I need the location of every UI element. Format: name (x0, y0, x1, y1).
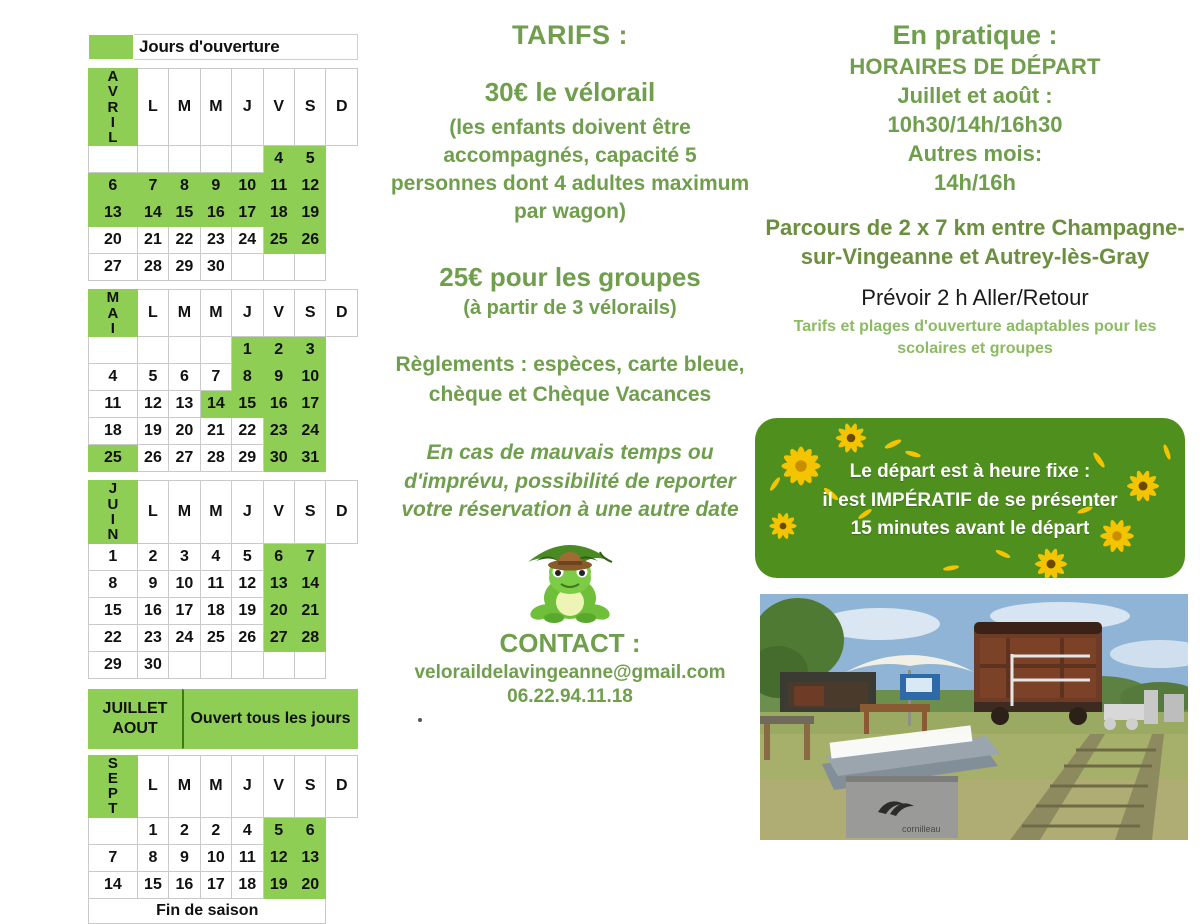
calendar-empty-cell (200, 651, 231, 678)
calendar-day-cell: 30 (263, 445, 294, 472)
calendar-day-cell: 23 (263, 418, 294, 445)
callout-line-2: il est IMPÉRATIF de se présenter (822, 489, 1118, 511)
calendar-day-cell: 14 (137, 200, 168, 227)
dow-cell: M (200, 69, 231, 146)
calendar-day-cell: 28 (200, 445, 231, 472)
calendar-day-cell: 14 (294, 570, 325, 597)
calendar-week-row (89, 597, 358, 624)
calendar-day-cell: 19 (232, 597, 263, 624)
spacer (88, 679, 358, 687)
calendar-day-cell: 26 (294, 227, 325, 254)
dow-cell: M (200, 755, 231, 817)
calendar-header-row (89, 69, 358, 146)
callout-line-3: 15 minutes avant le départ (850, 518, 1090, 539)
dow-cell: S (294, 290, 325, 337)
legend-label: Jours d'ouverture (134, 34, 358, 60)
juillet-aout-hours-label: Juillet et août : (897, 83, 1053, 108)
calendar-sept (88, 755, 358, 924)
calendar-day-cell: 2 (169, 817, 200, 844)
calendar-empty-cell (232, 146, 263, 173)
callout-line-1: Le départ est à heure fixe : (849, 461, 1091, 482)
dow-cell: D (326, 69, 358, 146)
calendar-day-cell: 30 (200, 254, 231, 281)
calendar-empty-cell (200, 337, 231, 364)
calendar-empty-cell (169, 146, 200, 173)
aout-label: AOUT (112, 719, 158, 737)
calendar-day-cell: 1 (137, 817, 168, 844)
calendar-day-cell: 20 (169, 418, 200, 445)
calendar-day-cell: 5 (263, 817, 294, 844)
tarif-price-group-sub: (à partir de 3 vélorails) (463, 296, 677, 319)
calendar-day-cell: 17 (294, 391, 325, 418)
month-letter: J (108, 480, 118, 498)
calendar-empty-cell (89, 817, 138, 844)
dow-cell: L (137, 69, 168, 146)
calendar-empty-cell (169, 651, 200, 678)
calendar-day-cell: 2 (200, 817, 231, 844)
calendar-day-cell: 11 (263, 173, 294, 200)
calendar-empty-cell (137, 337, 168, 364)
month-letter: E (107, 769, 118, 787)
calendar-empty-cell (294, 254, 325, 281)
calendar-day-cell: 5 (137, 364, 168, 391)
calendar-day-cell: 5 (294, 146, 325, 173)
calendar-week-row (89, 570, 358, 597)
tarif-note: (les enfants doivent être accompagnés, capacité 5 personnes dont 4 adultes maximum par wagon) (390, 116, 750, 223)
calendar-day-cell: 21 (200, 418, 231, 445)
calendar-day-cell: 4 (89, 364, 138, 391)
calendar-week-row (89, 871, 358, 898)
table-brand-label: cornilleau (902, 824, 941, 834)
calendar-body-mai (89, 337, 358, 472)
month-letter: L (108, 129, 118, 147)
contact-title: CONTACT : (499, 628, 641, 659)
month-letter: U (107, 495, 119, 513)
calendar-day-cell: 30 (137, 651, 168, 678)
calendar-day-cell: 9 (263, 364, 294, 391)
calendar-day-cell: 11 (232, 844, 263, 871)
calendar-day-cell: 23 (200, 227, 231, 254)
calendar-empty-cell (169, 337, 200, 364)
calendar-week-row (89, 200, 358, 227)
tarifs-title: TARIFS : (512, 20, 628, 50)
calendar-day-cell: 10 (232, 173, 263, 200)
calendar-day-cell: 19 (294, 200, 325, 227)
calendar-day-cell: 3 (169, 543, 200, 570)
calendar-day-cell: 18 (89, 418, 138, 445)
calendar-day-cell: 17 (200, 871, 231, 898)
calendar-day-cell: 16 (263, 391, 294, 418)
calendar-day-cell: 8 (89, 570, 138, 597)
calendar-week-row (89, 173, 358, 200)
calendar-day-cell: 22 (232, 418, 263, 445)
calendar-day-cell: 27 (263, 624, 294, 651)
juillet-aout-text: Ouvert tous les jours (182, 689, 358, 749)
dow-cell: M (169, 69, 200, 146)
dow-cell: M (169, 290, 200, 337)
month-letter: A (107, 68, 119, 85)
calendar-day-cell: 11 (200, 570, 231, 597)
calendar-day-cell: 27 (89, 254, 138, 281)
calendar-day-cell: 24 (232, 227, 263, 254)
meteo-text: En cas de mauvais temps ou d'imprévu, possibilité de reporter votre réservation à une autre date (401, 441, 739, 521)
calendar-day-cell: 10 (294, 364, 325, 391)
calendar-day-cell: 29 (89, 651, 138, 678)
horaires-heading: HORAIRES DE DÉPART (849, 54, 1101, 79)
juillet-aout-hours-value: 10h30/14h/16h30 (887, 112, 1063, 137)
calendar-day-cell: 20 (263, 597, 294, 624)
site-photo (760, 594, 1188, 840)
calendar-day-cell: 16 (200, 200, 231, 227)
calendar-day-cell: 2 (263, 337, 294, 364)
dow-cell: D (326, 290, 358, 337)
calendar-day-cell: 1 (232, 337, 263, 364)
spacer (88, 472, 358, 480)
calendar-day-cell: 9 (137, 570, 168, 597)
contact-phone[interactable]: 06.22.94.11.18 (507, 686, 633, 708)
calendar-day-cell: 26 (137, 445, 168, 472)
calendar-day-cell: 14 (200, 391, 231, 418)
calendar-day-cell: 16 (137, 597, 168, 624)
departure-callout (755, 418, 1185, 578)
month-letter: T (108, 800, 118, 818)
dow-cell: L (137, 755, 168, 817)
autres-mois-label: Autres mois: (907, 141, 1043, 166)
calendar-empty-cell (137, 146, 168, 173)
calendar-day-cell: 6 (263, 543, 294, 570)
calendar-day-cell: 12 (294, 173, 325, 200)
calendar-day-cell: 13 (294, 844, 325, 871)
calendar-day-cell: 13 (169, 391, 200, 418)
calendar-day-cell: 7 (200, 364, 231, 391)
calendar-empty-cell (294, 651, 325, 678)
calendar-day-cell: 11 (89, 391, 138, 418)
calendar-day-cell: 20 (89, 227, 138, 254)
calendar-week-row (89, 624, 358, 651)
calendar-day-cell: 20 (294, 871, 325, 898)
spacer (88, 60, 358, 68)
calendar-day-cell: 22 (169, 227, 200, 254)
calendar-day-cell: 8 (169, 173, 200, 200)
calendar-day-cell: 15 (232, 391, 263, 418)
calendar-week-row (89, 817, 358, 844)
calendar-day-cell: 7 (89, 844, 138, 871)
calendar-day-cell: 17 (232, 200, 263, 227)
calendar-day-cell: 12 (137, 391, 168, 418)
calendar-day-cell: 24 (169, 624, 200, 651)
dow-cell: J (232, 755, 263, 817)
tarif-price-group: 25€ pour les groupes (439, 261, 701, 292)
calendar-empty-cell (232, 651, 263, 678)
calendar-day-cell: 15 (137, 871, 168, 898)
calendar-week-row (89, 146, 358, 173)
calendar-day-cell: 7 (294, 543, 325, 570)
calendar-day-cell: 6 (89, 173, 138, 200)
dow-cell: M (200, 481, 231, 543)
tarif-price-main: 30€ le vélorail (484, 77, 656, 107)
calendar-empty-cell (263, 651, 294, 678)
calendar-day-cell: 2 (137, 543, 168, 570)
calendar-day-cell: 7 (137, 173, 168, 200)
calendar-day-cell: 26 (232, 624, 263, 651)
calendar-header-row (89, 290, 358, 337)
calendar-day-cell: 25 (89, 445, 138, 472)
frog-umbrella-icon (516, 532, 624, 624)
month-letter: N (107, 526, 119, 544)
dow-cell: M (169, 481, 200, 543)
calendar-week-row (89, 227, 358, 254)
dow-cell: D (326, 481, 358, 543)
calendar-day-cell: 13 (89, 200, 138, 227)
calendar-day-cell: 19 (263, 871, 294, 898)
calendar-day-cell: 8 (137, 844, 168, 871)
dow-cell: V (263, 481, 294, 543)
pratique-column (760, 0, 1190, 359)
calendar-day-cell: 22 (89, 624, 138, 651)
calendar-day-cell: 14 (89, 871, 138, 898)
month-letter: A (107, 304, 119, 322)
calendar-empty-cell (89, 337, 138, 364)
calendar-mai (88, 289, 358, 472)
calendar-day-cell: 8 (232, 364, 263, 391)
month-letter: M (106, 289, 120, 307)
parcours-text: Parcours de 2 x 7 km entre Champagne-sur-Vingeanne et Autrey-lès-Gray (765, 215, 1185, 269)
month-letter: V (107, 83, 118, 101)
calendar-day-cell: 28 (137, 254, 168, 281)
month-letter: P (107, 785, 118, 803)
departure-callout-text (755, 458, 1185, 544)
dow-cell: S (294, 755, 325, 817)
tarifs-column (390, 0, 750, 708)
calendar-body-sept (89, 817, 358, 898)
dow-cell: V (263, 755, 294, 817)
calendar-week-row (89, 844, 358, 871)
calendar-body-avril (89, 146, 358, 281)
calendar-week-row (89, 418, 358, 445)
calendar-day-cell: 6 (294, 817, 325, 844)
calendar-empty-cell (263, 254, 294, 281)
calendar-week-row (89, 337, 358, 364)
calendar-week-row (89, 445, 358, 472)
calendar-body-juin (89, 543, 358, 678)
dow-cell: J (232, 481, 263, 543)
calendar-day-cell: 16 (169, 871, 200, 898)
calendar-day-cell: 17 (169, 597, 200, 624)
legend-row (88, 34, 358, 60)
dow-cell: V (263, 69, 294, 146)
dow-cell: M (169, 755, 200, 817)
calendar-header-row (89, 755, 358, 817)
calendar-day-cell: 18 (200, 597, 231, 624)
calendar-day-cell: 4 (263, 146, 294, 173)
month-letter: I (110, 510, 115, 528)
calendar-empty-cell (232, 254, 263, 281)
dow-cell: L (137, 290, 168, 337)
calendar-day-cell: 28 (294, 624, 325, 651)
calendar-day-cell: 15 (169, 200, 200, 227)
month-label-mai (89, 290, 138, 337)
calendar-week-row (89, 651, 358, 678)
duree-text: Prévoir 2 h Aller/Retour (861, 285, 1089, 311)
calendar-day-cell: 6 (169, 364, 200, 391)
month-letter: S (107, 754, 118, 772)
calendar-juin (88, 480, 358, 678)
calendar-day-cell: 10 (169, 570, 200, 597)
calendar-day-cell: 4 (232, 817, 263, 844)
dow-cell: V (263, 290, 294, 337)
adaptable-text: Tarifs et plages d'ouverture adaptables pour les scolaires et groupes (793, 318, 1157, 357)
calendar-day-cell: 29 (232, 445, 263, 472)
calendar-week-row (89, 391, 358, 418)
calendar-week-row (89, 543, 358, 570)
dow-cell: J (232, 290, 263, 337)
fin-de-saison-label: Fin de saison (89, 898, 326, 923)
calendar-day-cell: 10 (200, 844, 231, 871)
calendar-week-row (89, 254, 358, 281)
calendar-day-cell: 15 (89, 597, 138, 624)
calendar-empty-cell (200, 146, 231, 173)
calendar-day-cell: 31 (294, 445, 325, 472)
calendar-day-cell: 13 (263, 570, 294, 597)
month-label-juin (89, 481, 138, 543)
calendar-avril (88, 68, 358, 281)
calendar-column (88, 34, 358, 924)
calendar-day-cell: 18 (263, 200, 294, 227)
autres-mois-value: 14h/16h (934, 170, 1016, 195)
dow-cell: S (294, 481, 325, 543)
dow-cell: D (326, 755, 358, 817)
calendar-day-cell: 27 (169, 445, 200, 472)
dow-cell: S (294, 69, 325, 146)
calendar-day-cell: 21 (294, 597, 325, 624)
dow-cell: M (200, 290, 231, 337)
pratique-title: En pratique : (892, 20, 1058, 50)
calendar-day-cell: 9 (200, 173, 231, 200)
calendar-day-cell: 25 (263, 227, 294, 254)
month-letter: R (107, 98, 119, 116)
calendar-day-cell: 12 (263, 844, 294, 871)
dow-cell: L (137, 481, 168, 543)
calendar-day-cell: 23 (137, 624, 168, 651)
spacer (88, 281, 358, 289)
photo-illustration (760, 594, 1188, 840)
calendar-day-cell: 21 (137, 227, 168, 254)
month-letter: I (110, 113, 115, 131)
decorative-dot (418, 718, 422, 722)
legend-color-swatch (88, 34, 134, 60)
reglements-text: Règlements : espèces, carte bleue, chèque et Chèque Vacances (395, 352, 745, 406)
calendar-day-cell: 25 (200, 624, 231, 651)
month-letter: I (110, 320, 115, 338)
calendar-header-row (89, 481, 358, 543)
calendar-day-cell: 5 (232, 543, 263, 570)
dow-cell: J (232, 69, 263, 146)
calendar-day-cell: 3 (294, 337, 325, 364)
fin-de-saison-row (89, 898, 358, 923)
juillet-aout-banner (88, 689, 358, 749)
calendar-day-cell: 12 (232, 570, 263, 597)
calendar-day-cell: 29 (169, 254, 200, 281)
calendar-day-cell: 19 (137, 418, 168, 445)
calendar-day-cell: 9 (169, 844, 200, 871)
calendar-week-row (89, 364, 358, 391)
calendar-day-cell: 1 (89, 543, 138, 570)
contact-email[interactable]: veloraildelavingeanne@gmail.com (414, 662, 726, 684)
calendar-empty-cell (89, 146, 138, 173)
month-label-avril (89, 69, 138, 146)
juillet-label: JUILLET (102, 699, 168, 717)
juillet-aout-label (88, 689, 182, 749)
calendar-day-cell: 18 (232, 871, 263, 898)
calendar-day-cell: 24 (294, 418, 325, 445)
calendar-day-cell: 4 (200, 543, 231, 570)
month-label-sept (89, 755, 138, 817)
